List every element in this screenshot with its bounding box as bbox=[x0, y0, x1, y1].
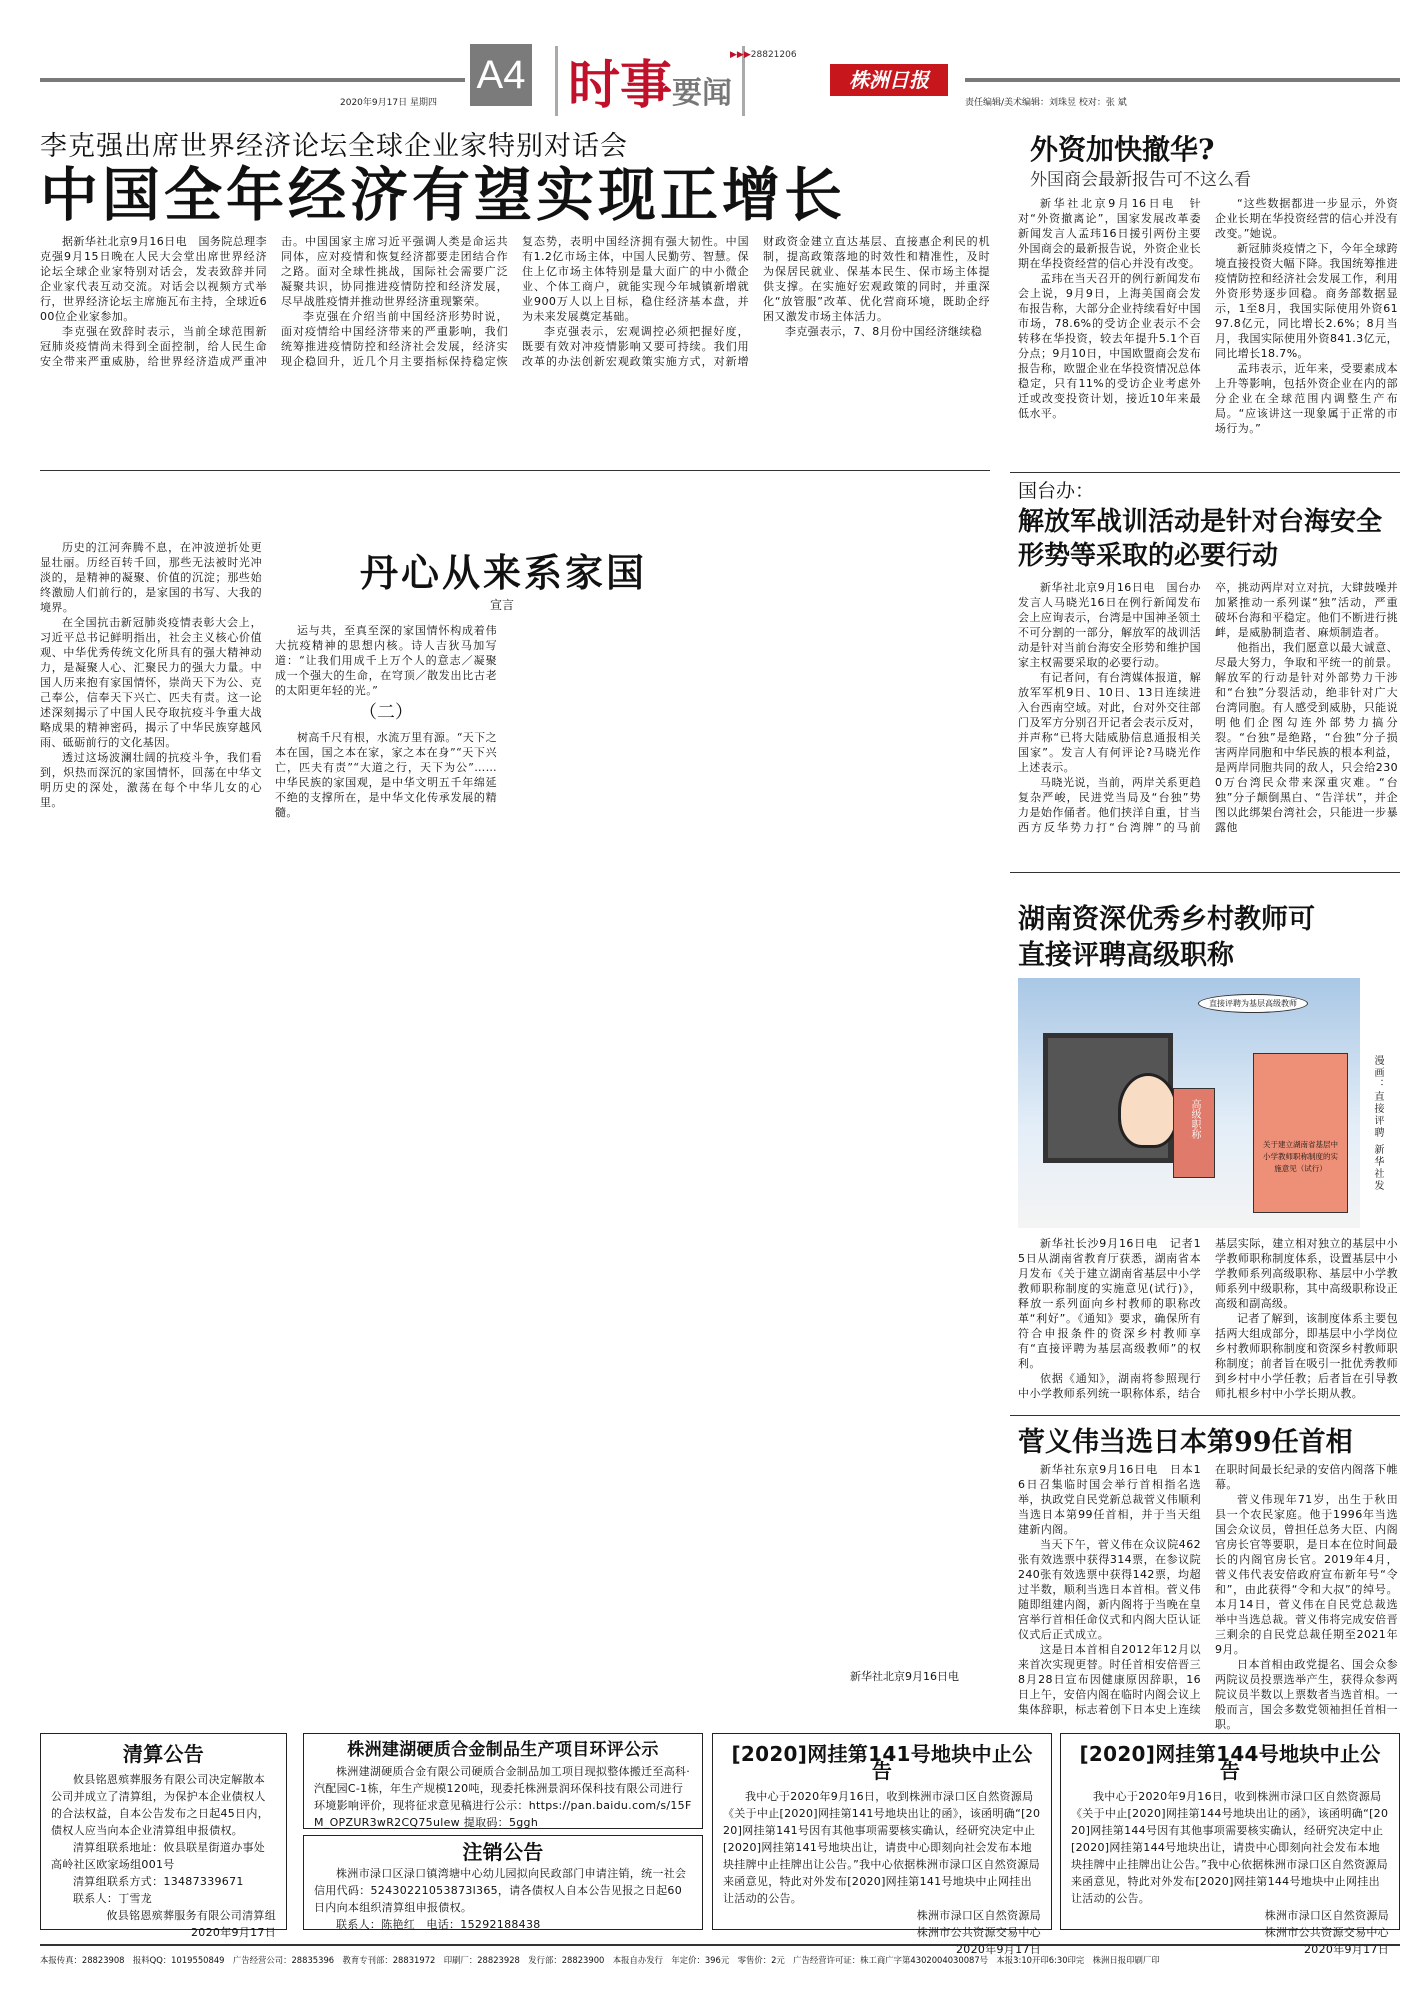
taiwan-body bbox=[1018, 580, 1398, 835]
paragraph: 新冠肺炎疫情之下，今年全球跨境直接投资大幅下降。我国统筹推进疫情防控和经济社会发展工作，利用外资形势逐步回稳。商务部数据显示，1至8月，我国实际使用外资6197.8亿元，同比增长2.6%；8月当月，我国实际使用外资841.3亿元，同比增长18.7%。 bbox=[1215, 242, 1398, 360]
taiwan-headline: 解放军战训活动是针对台海安全形势等采取的必要行动 bbox=[1018, 507, 1383, 571]
notice-title: 清算公告 bbox=[122, 1742, 205, 1766]
header-rule-left bbox=[40, 78, 465, 82]
notice-title: [2020]网挂第141号地块中止公告 bbox=[731, 1742, 1033, 1783]
hunan-body bbox=[1018, 1236, 1398, 1401]
foreign-subhead: 外国商会最新报告可不这么看 bbox=[1030, 170, 1251, 190]
paragraph: 历史的江河奔腾不息，在冲波逆折处更显壮丽。历经百转千回，那些无法被时光冲淡的，是精神的凝聚、价值的沉淀；那些始终激励人们前行的，是家国的书写、大我的境界。 bbox=[40, 541, 262, 614]
hunan-headline: 湖南资深优秀乡村教师可直接评聘高级职称 bbox=[1018, 904, 1315, 971]
paragraph: 2020年9月17日 bbox=[191, 1926, 276, 1939]
arrow-icon: ▶▶▶ bbox=[730, 50, 751, 60]
paragraph: 日本首相由政党提名、国会众参两院议员投票选举产生，获得众参两院议员半数以上票数者当选首相。一般而言，国会多数党领袖担任首相一职。 bbox=[1215, 1658, 1398, 1731]
newspaper-logo: 株洲日报 bbox=[830, 64, 948, 96]
paragraph: 2020年9月17日 bbox=[956, 1943, 1041, 1956]
notice-liquidation bbox=[40, 1733, 287, 1939]
essay-closing: 新华社北京9月16日电 bbox=[850, 1670, 959, 1683]
paragraph: 当天下午，菅义伟在众议院462张有效选票中获得314票，在参议院240张有效选票中获得142票，均超过半数，顺利当选日本首相。菅义伟随即组建内阁，新内阁将于当晚在皇宫举行首相任命仪式和内阁大臣认证仪式后正式成立。 bbox=[1018, 1538, 1201, 1641]
thought-bubble: 直接评聘为基层高级教师 bbox=[1198, 994, 1308, 1013]
lead-body bbox=[40, 234, 990, 369]
divider bbox=[40, 470, 990, 471]
foreign-body bbox=[1018, 196, 1398, 436]
divider bbox=[1010, 1415, 1400, 1416]
header-rule-right bbox=[965, 78, 1400, 82]
paragraph: 株洲市渌口区渌口镇湾塘中心幼儿园拟向民政部门申请注销，统一社会信用代码：52430221053873l365，请各债权人自本公告见报之日起60日内向本组织清算组申报债权。 bbox=[314, 1867, 687, 1914]
paragraph: 株洲市渌口区自然资源局 bbox=[1264, 1909, 1389, 1922]
paragraph: 新华社东京9月16日电 日本16日召集临时国会举行首相指名选举，执政党自民党新总裁菅义伟顺利当选日本第99任首相，并于当天组建新内阁。 bbox=[1018, 1463, 1201, 1536]
essay-col1 bbox=[40, 540, 262, 810]
essay-author: 宣言 bbox=[490, 598, 515, 612]
paragraph: 攸县铭恩殡葬服务有限公司决定解散本公司并成立了清算组，为保护本企业债权人的合法权益，自本公告发布之日起45日内，债权人应当向本企业清算组申报债权。 bbox=[51, 1773, 269, 1837]
divider bbox=[1010, 472, 1400, 473]
essay-col2b bbox=[275, 730, 497, 820]
notice-title: 株洲建湖硬质合金制品生产项目环评公示 bbox=[347, 1740, 659, 1760]
footer-contacts: 本报传真：28823908 报料QQ：1019550849 广告经营公司：28835396 教育专刊部：28831972 印刷厂：28823928 发行部：28823900 本报自办发行 年定价：396元 零售价：2元 广告经营许可证：株工商广字第4302004030087号 本报3:10开印6:30印完 株洲日报印刷厂印 bbox=[40, 1944, 1400, 1966]
paragraph: 马晓光说，当前，两岸关系更趋复杂严峻，民进党当局及“台独”势力是始作俑者。他们挟洋自重，甘当西方反华势力打“台湾牌”的马前卒，挑动两岸对立对抗，大肆鼓噪并加紧推动一系列谋“独”活动，严重破坏台海和平稳定。他们不断进行挑衅，是威胁制造者、麻烦制造者。 bbox=[1018, 581, 1398, 834]
paragraph: 运与共，至真至深的家国情怀构成着伟大抗疫精神的思想内核。诗人吉狄马加写道：“让我们用成千上万个人的意志／凝聚成一个强大的生命，在穹顶／散发出比古老的太阳更年轻的光。” bbox=[275, 624, 497, 697]
editor-credits: 责任编辑/美术编辑：刘珠昱 校对：张 斌 bbox=[965, 98, 1127, 108]
paragraph: 有记者问，有台湾媒体报道，解放军军机9日、10日、13日连续进入台西南空域。对此，台对外交往部门及军方分别召开记者会表示反对，并声称“已将大陆威胁信息通报相关国家”。发言人有何评论?马晓光作上述表示。 bbox=[1018, 671, 1201, 774]
issue-date: 2020年9月17日 星期四 bbox=[340, 98, 437, 108]
divider bbox=[1010, 872, 1400, 873]
paragraph: 株洲市渌口区自然资源局 bbox=[916, 1909, 1041, 1922]
section-subtitle: 要闻 bbox=[672, 76, 733, 111]
paragraph: 记者了解到，该制度体系主要包括两大组成部分，即基层中小学岗位乡村教师职称制度和资深乡村教师职称制度；前者旨在吸引一批优秀教师到乡村中小学任教；后者旨在引导教师扎根乡村中小学长期从教。 bbox=[1215, 1312, 1398, 1400]
paragraph: 株洲市公共资源交易中心 bbox=[916, 1926, 1041, 1939]
essay-col2a bbox=[275, 623, 497, 698]
paragraph: 新华社北京9月16日电 国台办发言人马晓光16日在例行新闻发布会上应询表示，台湾是中国神圣领土不可分割的一部分，解放军的战训活动是针对当前台海安全形势和维护国家主权需要采取的必要行动。 bbox=[1018, 581, 1201, 669]
title-book: 高级职称 bbox=[1173, 1088, 1215, 1178]
page-number: A4 bbox=[470, 44, 532, 106]
paragraph: 2020年9月17日 bbox=[1304, 1943, 1389, 1956]
paragraph: 李克强表示，7、8月份中国经济继续稳 bbox=[785, 325, 983, 338]
paragraph: 李克强在致辞时表示，当前全球范围新冠肺炎疫情尚未得到全面控制，给人民生命安全带来严重威胁，给世界经济造成严重冲击。中国国家主席习近平强调人类是命运共同体，应对疫情和恢复经济都要走团结合作之路。面对全球性挑战，国际社会需要广泛凝聚共识，协同推进疫情防控和经济发展，尽早战胜疫情并推动世界经济重现繁荣。 bbox=[40, 235, 508, 368]
notice-title: 注销公告 bbox=[462, 1840, 544, 1864]
paragraph: 树高千尺有根，水流万里有源。“天下之本在国，国之本在家，家之本在身”“天下兴亡，匹夫有责”“大道之行，天下为公”……中华民族的家国观，是中华文明五千年绵延不绝的支撑所在，是中华文化传承发展的精髓。 bbox=[275, 731, 497, 819]
paragraph: 菅义伟现年71岁，出生于秋田县一个农民家庭。他于1996年当选国会众议员，曾担任总务大臣、内阁官房长官等要职，是日本在位时间最长的内阁官房长官。2019年4月，菅义伟代表安倍政府宣布新年号“令和”，由此获得“令和大叔”的绰号。本月14日，菅义伟在自民党总裁选举中当选总裁。菅义伟将完成安倍晋三剩余的自民党总裁任期至2021年9月。 bbox=[1215, 1493, 1398, 1656]
paragraph: 清算组联系地址：攸县联星街道办事处高岭社区欧家场组001号 bbox=[51, 1841, 266, 1871]
paragraph: 他指出，我们愿意以最大诚意、尽最大努力，争取和平统一的前景。解放军的行动是针对外部势力干涉和“台独”分裂活动，绝非针对广大台湾同胞。有人感受到威胁，只能说明他们企图勾连外部势力搞分裂。“台独”是绝路，“台独”分子损害两岸同胞和中华民族的根本利益，是两岸同胞共同的敌人，只会给2300万台湾民众带来深重灾难。“台独”分子颠倒黑白、“告洋状”，并企图以此绑架台湾社会，只能进一步暴露他 bbox=[1215, 641, 1398, 834]
paragraph: 攸县铭恩殡葬服务有限公司清算组 bbox=[106, 1909, 276, 1922]
paragraph: 透过这场波澜壮阔的抗疫斗争，我们看到，炽热而深沉的家国情怀，回荡在中华文明历史的深处，激荡在每个中华儿女的心里。 bbox=[40, 751, 262, 809]
section-title: 时事 bbox=[568, 56, 673, 116]
teacher-face bbox=[1118, 1073, 1178, 1148]
notice-body bbox=[723, 1788, 1041, 1907]
notice-deregistration bbox=[303, 1835, 703, 1930]
lead-headline: 中国全年经济有望实现正增长 bbox=[40, 161, 847, 229]
paragraph: 这是日本首相自2012年12月以来首次实现更替。时任首相安倍晋三8月28日宣布因健康原因辞职，16日上午，安倍内阁在临时内阁会议上集体辞职，标志着创下日本史上连续在职时间最长纪录的安倍内阁落下帷幕。 bbox=[1018, 1463, 1398, 1716]
notice-body bbox=[314, 1865, 692, 1933]
paragraph: 联系人：丁雪龙 bbox=[73, 1892, 153, 1905]
paragraph: 新华社北京9月16日电 针对“外资撤离论”，国家发展改革委新闻发言人孟玮16日援引两份主要外国商会的最新报告说，外资企业长期在华投资经营的信心并没有改变。 bbox=[1018, 197, 1201, 270]
japan-body bbox=[1018, 1462, 1398, 1732]
paragraph: “这些数据都进一步显示，外资企业长期在华投资经营的信心并没有改变。”她说。 bbox=[1215, 197, 1398, 240]
hotline bbox=[730, 50, 797, 60]
japan-headline: 菅义伟当选日本第99任首相 bbox=[1018, 1427, 1353, 1458]
paragraph: 在全国抗击新冠肺炎疫情表彰大会上，习近平总书记鲜明指出，社会主义核心价值观、中华优秀传统文化所具有的强大精神动力，是凝聚人心、汇聚民力的强大力量。中国人历来抱有家国情怀，崇尚天下为公、克己奉公，信奉天下兴亡、匹夫有责。这一论述深刻揭示了中国人民夺取抗疫斗争重大战略成果的精神密码，揭示了中华民族穿越风雨、砥砺前行的文化基因。 bbox=[40, 616, 262, 749]
paragraph: 株洲建湖硬质合金有限公司硬质合金制品加工项目现拟整体搬迁至高科·汽配园C-1栋，年生产规模120吨，现委托株洲景润环保科技有限公司进行环境影响评价，现将征求意见稿进行公示：https://pan.baidu.com/s/15FM_OPZUR3wR2CQ75ulew 提取码：5ggh bbox=[314, 1765, 692, 1829]
notice-title: [2020]网挂第144号地块中止公告 bbox=[1079, 1742, 1381, 1783]
notice-land-141 bbox=[712, 1733, 1052, 1956]
paragraph: 李克强表示，宏观调控必须把握好度，既要有效对冲疫情影响又要可持续。我们用改革的办法创新宏观政策实施方式，对新增财政资金建立直达基层、直接惠企利民的机制，提高政策落地的时效性和精准性，及时为保居民就业、保基本民生、保市场主体提供支撑。在实施好宏观政策的同时，并重深化“放管服”改革、优化营商环境，既助企纾困又激发市场主体活力。 bbox=[522, 235, 990, 368]
paragraph: 据新华社北京9月16日电 国务院总理李克强9月15日晚在人民大会堂出席世界经济论坛全球企业家特别对话会，发表致辞并同企业家代表互动交流。对话会以视频方式举行，世界经济论坛主席施瓦布主持，全球近600位企业家参加。 bbox=[40, 235, 267, 323]
lead-kicker: 李克强出席世界经济论坛全球企业家特别对话会 bbox=[40, 131, 628, 162]
essay-section-2: （二） bbox=[359, 702, 413, 723]
paragraph: 孟玮表示，近年来，受要素成本上升等影响，包括外资企业在内的部分企业在全球范围内调整生产布局。“应该讲这一现象属于正常的市场行为。” bbox=[1215, 362, 1398, 435]
paragraph: 李克强在介绍当前中国经济形势时说，面对疫情给中国经济带来的严重影响，我们统筹推进疫情防控和经济社会发展，经济实现企稳回升，近几个月主要指标保持稳定恢复态势，表明中国经济拥有强大韧性。中国有1.2亿市场主体，中国人民勤劳、智慧。保住上亿市场主体特别是量大面广的中小微企业、个体工商户，就能实现今年城镇新增就业900万人以上目标，稳住经济基本盘，并为未来发展奠定基础。 bbox=[281, 235, 749, 368]
paragraph: 我中心于2020年9月16日，收到株洲市渌口区自然资源局《关于中止[2020]网挂第144号地块出让的函》，该函明确“[2020]网挂第144号因有其他事项需要核实确认，经研究决定中止[2020]网挂第144号地块出让，请贵中心即刻向社会发布本地块挂牌中止挂牌出让公告。”我中心依据株洲市渌口区自然资源局来函意见，特此对外发布[2020]网挂第144号地块中止网挂出让活动的公告。 bbox=[1071, 1790, 1389, 1905]
paragraph: 联系人：陈艳红 电话：15292188438 bbox=[336, 1918, 541, 1931]
paragraph: 孟玮在当天召开的例行新闻发布会上说，9月9日，上海美国商会发布报告称，大部分企业持续看好中国市场，78.6%的受访企业表示不会转移在华投资，较去年提升5.1个百分点；9月10日，中国欧盟商会发布报告称，欧盟企业在华投资情况总体稳定，只有11%的受访企业考虑外迁或改变投资计划，接近10年来最低水平。 bbox=[1018, 272, 1201, 420]
notice-signature bbox=[51, 1907, 276, 1941]
notice-eia bbox=[303, 1733, 703, 1829]
notice-body bbox=[51, 1771, 276, 1907]
essay-headline: 丹心从来系家国 bbox=[360, 550, 648, 595]
paragraph: 我中心于2020年9月16日，收到株洲市渌口区自然资源局《关于中止[2020]网挂第141号地块出让的函》，该函明确“[2020]网挂第141号因有其他事项需要核实确认，经研究决定中止[2020]网挂第141号地块出让，请贵中心即刻向社会发布本地块挂牌中止挂牌出让公告。”我中心依据株洲市渌口区自然资源局来函意见，特此对外发布[2020]网挂第141号地块中止网挂出让活动的公告。 bbox=[723, 1790, 1041, 1905]
paragraph: 依据《通知》，湖南将参照现行中小学教师系列统一职称体系，结合基层实际，建立相对独立的基层中小学教师职称制度体系，设置基层中小学教师系列高级职称、基层中小学教师系列中级职称，其中高级职称设正高级和副高级。 bbox=[1018, 1237, 1398, 1400]
cartoon-credit: 漫画：直接评聘 新华社发 bbox=[1372, 1055, 1383, 1193]
paragraph: 新华社长沙9月16日电 记者15日从湖南省教育厅获悉，湖南省本月发布《关于建立湖南省基层中小学教师职称制度的实施意见(试行)》，释放一系列面向乡村教师的职称改革“利好”。《通知》要求，确保所有符合申报条件的资深乡村教师享有“直接评聘为基层高级教师”的权利。 bbox=[1018, 1237, 1201, 1370]
notice-land-144 bbox=[1060, 1733, 1400, 1956]
teacher-cartoon bbox=[1018, 978, 1360, 1228]
policy-scroll: 关于建立湖南省基层中小学教师职称制度的实施意见（试行） bbox=[1253, 1053, 1348, 1213]
section-banner bbox=[555, 46, 797, 116]
notice-body bbox=[314, 1763, 692, 1831]
paragraph: 清算组联系方式：13487339671 bbox=[73, 1875, 244, 1888]
notice-body bbox=[1071, 1788, 1389, 1907]
paragraph: 株洲市公共资源交易中心 bbox=[1264, 1926, 1389, 1939]
hotline-number: 28821206 bbox=[750, 50, 797, 60]
taiwan-kicker: 国台办： bbox=[1018, 480, 1095, 502]
foreign-headline: 外资加快撤华? bbox=[1030, 133, 1215, 166]
